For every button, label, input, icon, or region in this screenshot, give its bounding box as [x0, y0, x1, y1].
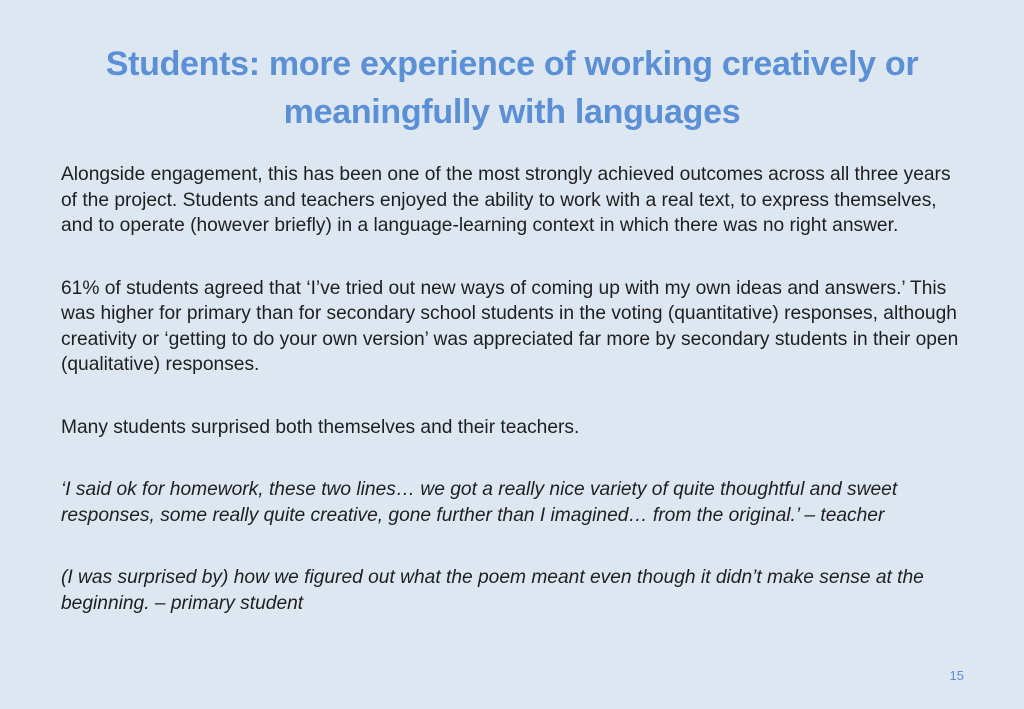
- slide-title: [40, 40, 984, 136]
- paragraph-surprised: Many students surprised both themselves and their teachers.: [61, 416, 580, 438]
- slide-title-line-1: Students: more experience of working creatively or: [105, 45, 919, 83]
- paragraph-statistic: 61% of students agreed that ‘I’ve tried out new ways of coming up with my own ideas and answers.’ This was higher for primary than for secondary school students in the voting (quantitative) responses, although creativity or ‘getting to do your own version’ was appreciated far more by secondary students in their open (qualitative) responses.: [61, 277, 959, 375]
- page-number: 15: [949, 668, 964, 683]
- slide-title-line-2: meaningfully with languages: [283, 93, 741, 131]
- quote-primary-student: (I was surprised by) how we figured out what the poem meant even though it didn’t make sense at the beginning. – primary student: [61, 567, 924, 614]
- paragraph-engagement: Alongside engagement, this has been one of the most strongly achieved outcomes across all three years of the project. Students and teachers enjoyed the ability to work with a real text, to express themselves, and to operate (however briefly) in a language-learning context in which there was no right answer.: [61, 164, 951, 236]
- quote-teacher: ‘I said ok for homework, these two lines… we got a really nice variety of quite thoughtful and sweet responses, some really quite creative, gone further than I imagined… from the original.’ – teacher: [61, 479, 898, 526]
- slide-body: [61, 162, 971, 653]
